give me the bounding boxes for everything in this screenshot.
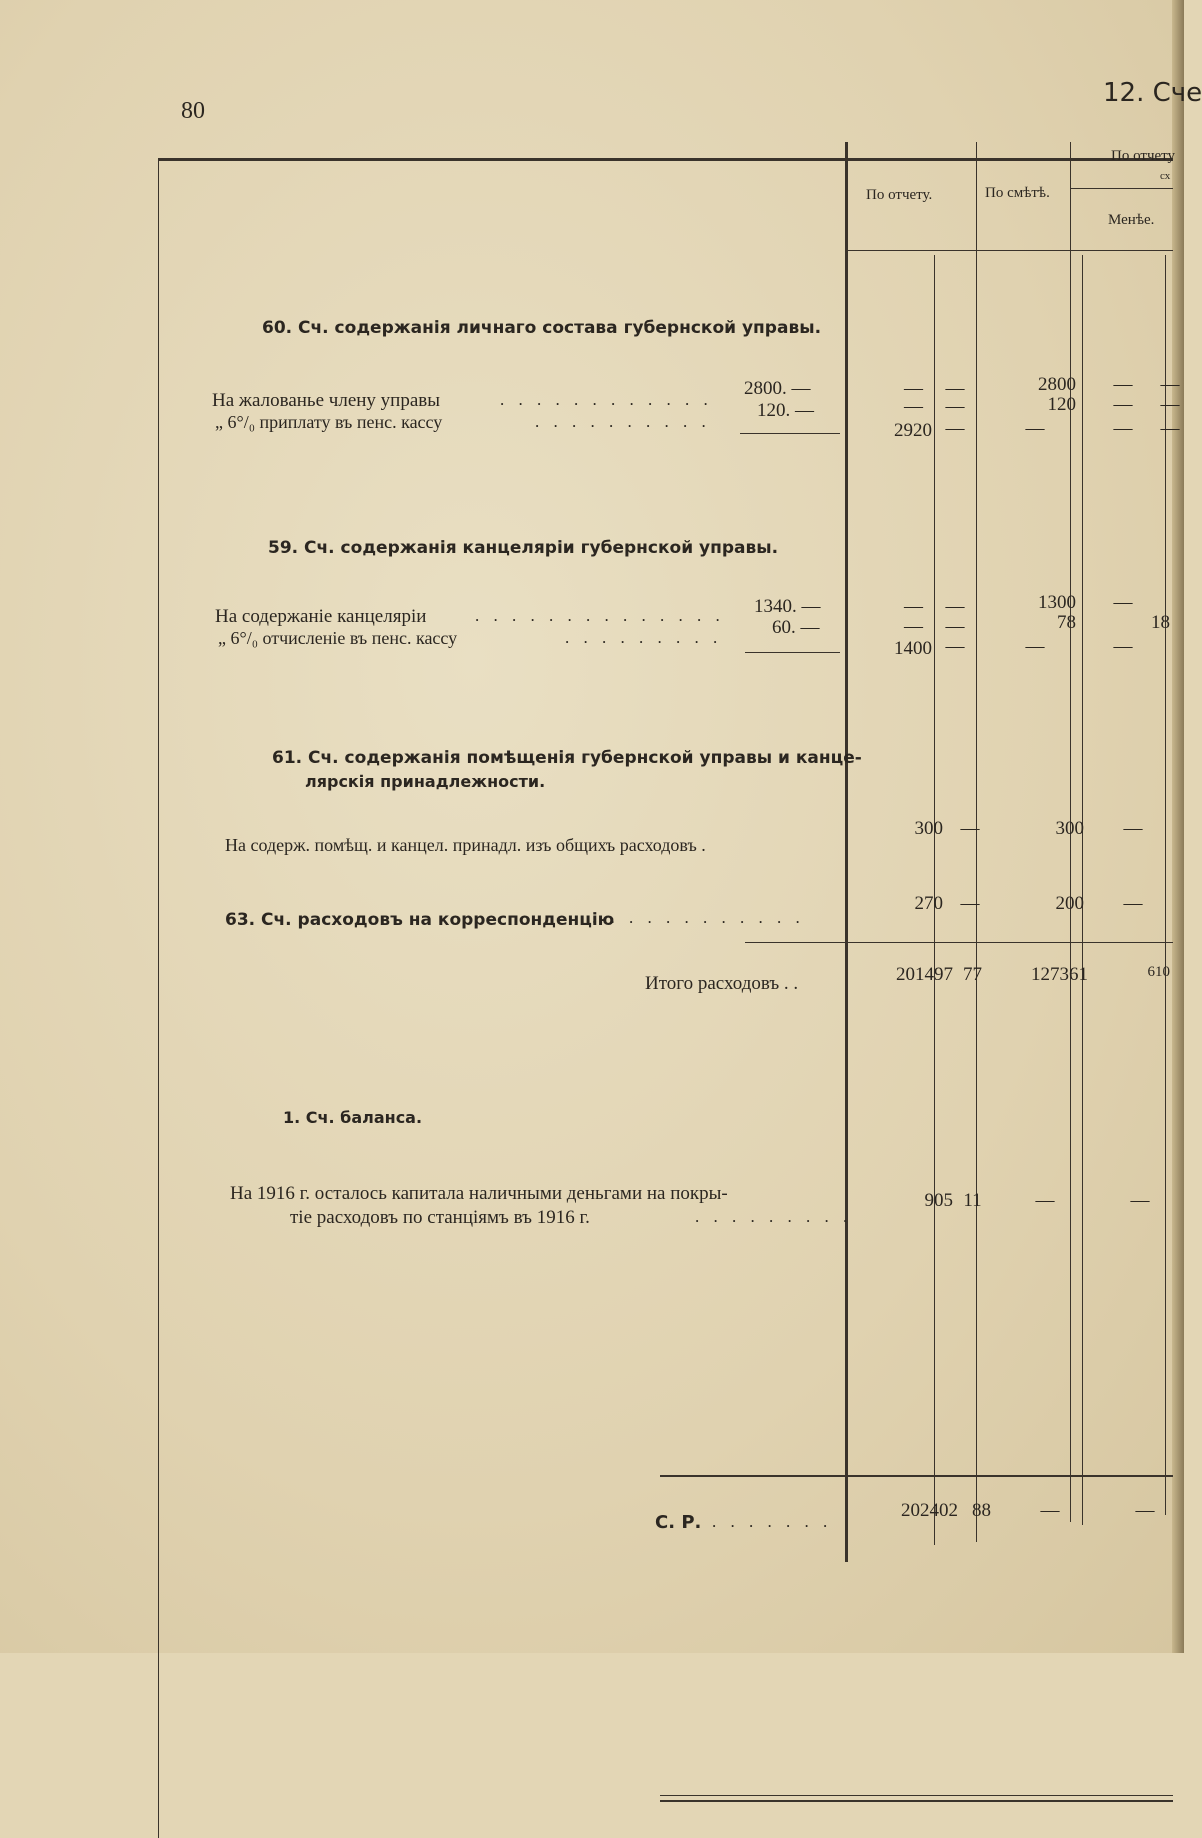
- report-value: —: [904, 396, 923, 417]
- header-bottom-rule: [845, 250, 1173, 251]
- leader-dots: . . . . . . . . .: [565, 628, 723, 647]
- left-border: [158, 158, 159, 1838]
- column-header-by-report-sub: сх: [1160, 170, 1171, 182]
- section-title: 61. Сч. содержанія помѣщенія губернской управы и канце-: [272, 748, 862, 768]
- report-value: —: [904, 596, 923, 617]
- report-value: —: [904, 616, 923, 637]
- estimate-total: —: [1025, 418, 1045, 439]
- report-sub-value: —: [960, 893, 980, 914]
- estimate-sub-value: —: [1123, 818, 1143, 839]
- grand-total-label: С. Р.: [655, 1512, 702, 1533]
- estimate-value: 1300: [1038, 592, 1076, 613]
- total-top-rule: [745, 942, 1173, 943]
- estimate-sub-total: —: [1113, 418, 1133, 439]
- report-total: 2920: [894, 420, 932, 441]
- total-label: Итого расходовъ . .: [645, 973, 799, 994]
- line-amount: 1340. —: [754, 596, 821, 617]
- report-value: —: [904, 378, 923, 399]
- estimate-value: 120: [1047, 394, 1076, 415]
- estimate-value: 78: [1057, 612, 1076, 633]
- balance-report-sub: 11: [963, 1190, 982, 1211]
- report-estimate-border: [976, 142, 977, 1542]
- estimate-sub-total: —: [1113, 636, 1133, 657]
- column-header-less: Менѣе.: [1108, 212, 1155, 228]
- estimate-total: —: [1025, 636, 1045, 657]
- grand-total-rule: [660, 1800, 1173, 1802]
- line-text: На содерж. помѣщ. и канцел. принадл. изъ общихъ расходовъ .: [225, 835, 706, 855]
- grand-total-report-sub: 88: [972, 1500, 991, 1521]
- section-title-cont: лярскія принадлежности.: [305, 772, 546, 791]
- balance-line-2: тіе расходовъ по станціямъ въ 1916 г.: [290, 1207, 590, 1228]
- column-header-report: По отчету.: [866, 187, 933, 203]
- estimate-sub-value: —: [1113, 374, 1133, 395]
- header-sub-rule: [1070, 188, 1173, 189]
- report-sub-value: —: [945, 396, 965, 417]
- table-top-rule: [158, 158, 1173, 161]
- column-header-by-report: По отчету: [1111, 148, 1175, 164]
- estimate-sub-border: [1082, 255, 1083, 1525]
- running-header: 12. Сче: [1103, 78, 1202, 108]
- report-sub-value: —: [960, 818, 980, 839]
- line-text: „ 6°/₀ приплату въ пенс. кассу: [215, 412, 443, 432]
- grand-total-top-rule: [660, 1795, 1173, 1796]
- total-estimate: 127361: [1031, 964, 1088, 985]
- line-text: На жалованье члену управы: [212, 390, 441, 411]
- estimate-value: 200: [1055, 893, 1084, 914]
- right-border: [1165, 255, 1166, 1515]
- grand-total-separator: [660, 1475, 1173, 1477]
- balance-report: 905: [924, 1190, 953, 1211]
- balance-line-1: На 1916 г. осталось капитала наличными деньгами на покры-: [230, 1183, 728, 1204]
- leader-dots: . . . . . . . . . .: [535, 412, 711, 431]
- less-value: 18: [1151, 612, 1170, 633]
- page-number: 80: [181, 98, 205, 124]
- estimate-value: 2800: [1038, 374, 1076, 395]
- grand-total-report: 202402: [901, 1500, 958, 1521]
- balance-less: —: [1130, 1190, 1150, 1211]
- section-title: 59. Сч. содержанія канцеляріи губернской управы.: [268, 538, 779, 558]
- grand-total-estimate: —: [1040, 1500, 1060, 1521]
- report-sub-total: —: [945, 418, 965, 439]
- text-column-border: [845, 142, 848, 1562]
- leader-dots: . . . . . . . . . . . .: [500, 390, 713, 409]
- subtotal-rule: [740, 433, 840, 434]
- less-total: —: [1160, 418, 1180, 439]
- report-total: 1400: [894, 638, 932, 659]
- report-value: 270: [914, 893, 943, 914]
- grand-total-less: —: [1135, 1500, 1155, 1521]
- total-report: 201497: [896, 964, 953, 985]
- report-sub-value: —: [945, 616, 965, 637]
- page-edge: [1172, 0, 1184, 1653]
- leader-dots: . . . . . . . . . . . . . .: [475, 606, 725, 625]
- leader-dots: . . . . . . . . . . . .: [592, 908, 805, 927]
- report-sub-total: —: [945, 636, 965, 657]
- report-value: 300: [914, 818, 943, 839]
- estimate-sub-value: —: [1113, 394, 1133, 415]
- line-amount: 2800. —: [744, 378, 811, 399]
- total-report-sub: 77: [963, 964, 982, 985]
- estimate-sub-value: —: [1123, 893, 1143, 914]
- estimate-sub-value: —: [1113, 592, 1133, 613]
- less-value: —: [1160, 394, 1180, 415]
- subtotal-rule: [745, 652, 840, 653]
- line-amount: 60. —: [772, 617, 820, 638]
- leader-dots: . . . . . . . . .: [695, 1207, 853, 1226]
- report-sub-value: —: [945, 378, 965, 399]
- report-sub-value: —: [945, 596, 965, 617]
- leader-dots: . . . . . . .: [712, 1512, 833, 1531]
- less-value: —: [1160, 374, 1180, 395]
- total-less: 610: [1147, 964, 1170, 980]
- balance-estimate: —: [1035, 1190, 1055, 1211]
- line-text: „ 6°/₀ отчисленіе въ пенс. кассу: [218, 628, 458, 648]
- section-title: 60. Сч. содержанія личнаго состава губернской управы.: [262, 318, 822, 338]
- balance-title: 1. Сч. баланса.: [283, 1108, 423, 1127]
- column-header-estimate: По смѣтѣ.: [985, 185, 1050, 201]
- line-amount: 120. —: [757, 400, 814, 421]
- line-text: На содержаніе канцеляріи: [215, 606, 427, 627]
- estimate-value: 300: [1055, 818, 1084, 839]
- section-title: 63. Сч. расходовъ на корреспонденцію: [225, 910, 615, 930]
